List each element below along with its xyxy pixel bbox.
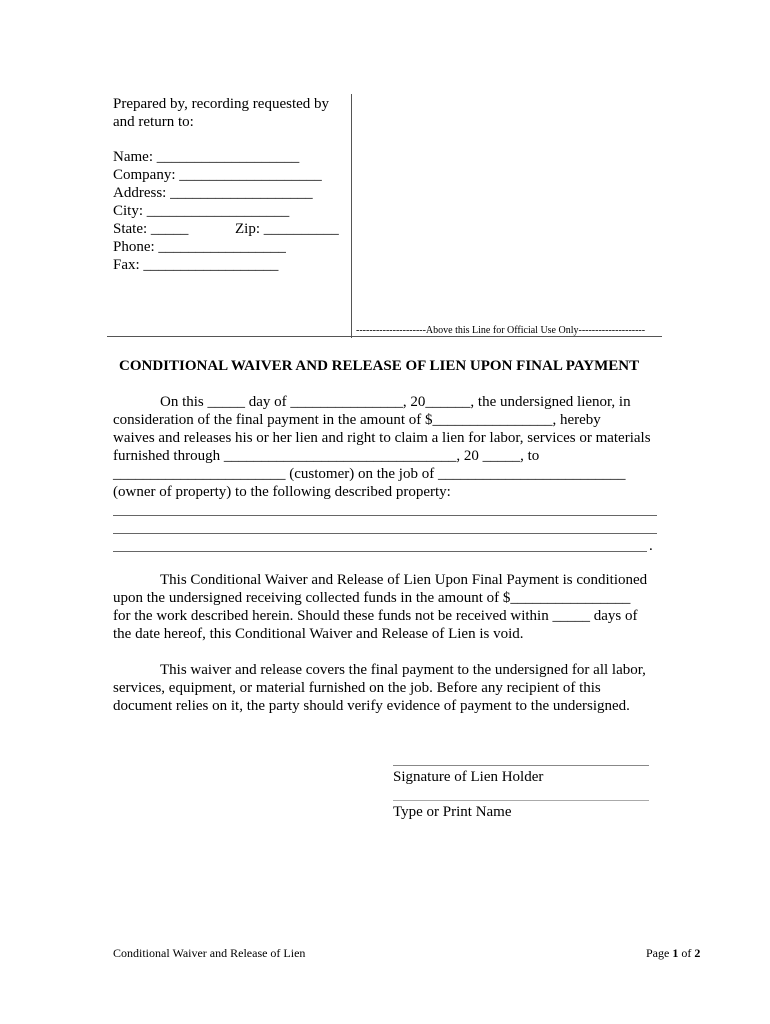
print-name-label: Type or Print Name [393, 804, 512, 820]
paragraph2-line1: This Conditional Waiver and Release of Lien Upon Final Payment is conditioned [160, 572, 648, 588]
page-number [646, 946, 700, 960]
paragraph3-line2: services, equipment, or material furnished on the job. Before any recipient of this [113, 680, 601, 696]
footer-document-name: Conditional Waiver and Release of Lien [113, 946, 306, 960]
paragraph1-line4: furnished through _______________________________, 20 _____, to [113, 448, 540, 464]
page-prefix: Page [646, 946, 670, 960]
header-divider-vertical [351, 94, 352, 338]
paragraph1-line2: consideration of the final payment in the amount of $________________, hereby [113, 412, 601, 428]
paragraph1-line5: _______________________ (customer) on the job of _________________________ [113, 466, 626, 482]
address-field[interactable]: Address: ___________________ [113, 185, 313, 201]
header-divider-horizontal [107, 336, 662, 337]
paragraph1-line1: On this _____ day of _______________, 20______, the undersigned lienor, in [160, 394, 631, 410]
return-to-label: and return to: [113, 114, 194, 130]
fax-field[interactable]: Fax: __________________ [113, 257, 279, 273]
paragraph1-line3: waives and releases his or her lien and right to claim a lien for labor, services or materials [113, 430, 651, 446]
paragraph2-line3: for the work described herein. Should these funds not be received within _____ days of [113, 608, 638, 624]
paragraph1-line6: (owner of property) to the following described property: [113, 484, 451, 500]
paragraph3-line1: This waiver and release covers the final payment to the undersigned for all labor, [160, 662, 646, 678]
page-total: 2 [694, 946, 701, 960]
paragraph2-line4: the date hereof, this Conditional Waiver and Release of Lien is void. [113, 626, 524, 642]
name-field[interactable]: Name: ___________________ [113, 149, 300, 165]
signature-line[interactable] [393, 765, 649, 766]
page-of: of [681, 946, 692, 960]
state-field[interactable]: State: _____ [113, 221, 189, 237]
property-description-line-1[interactable] [113, 515, 657, 516]
document-title: CONDITIONAL WAIVER AND RELEASE OF LIEN UPON FINAL PAYMENT [119, 358, 640, 374]
property-description-line-2[interactable] [113, 533, 657, 534]
prepared-by-label: Prepared by, recording requested by [113, 96, 330, 112]
print-name-line[interactable] [393, 800, 649, 801]
official-use-notice: ---------------------Above this Line for Official Use Only-------------------- [356, 325, 646, 336]
company-field[interactable]: Company: ___________________ [113, 167, 322, 183]
paragraph3-line3: document relies on it, the party should verify evidence of payment to the undersigned. [113, 698, 630, 714]
signature-label: Signature of Lien Holder [393, 769, 544, 785]
phone-field[interactable]: Phone: _________________ [113, 239, 286, 255]
zip-field[interactable]: Zip: __________ [235, 221, 339, 237]
paragraph2-line2: upon the undersigned receiving collected funds in the amount of $________________ [113, 590, 631, 606]
page-current: 1 [672, 946, 679, 960]
city-field[interactable]: City: ___________________ [113, 203, 290, 219]
property-description-period: . [649, 538, 653, 554]
property-description-line-3[interactable] [113, 551, 647, 552]
